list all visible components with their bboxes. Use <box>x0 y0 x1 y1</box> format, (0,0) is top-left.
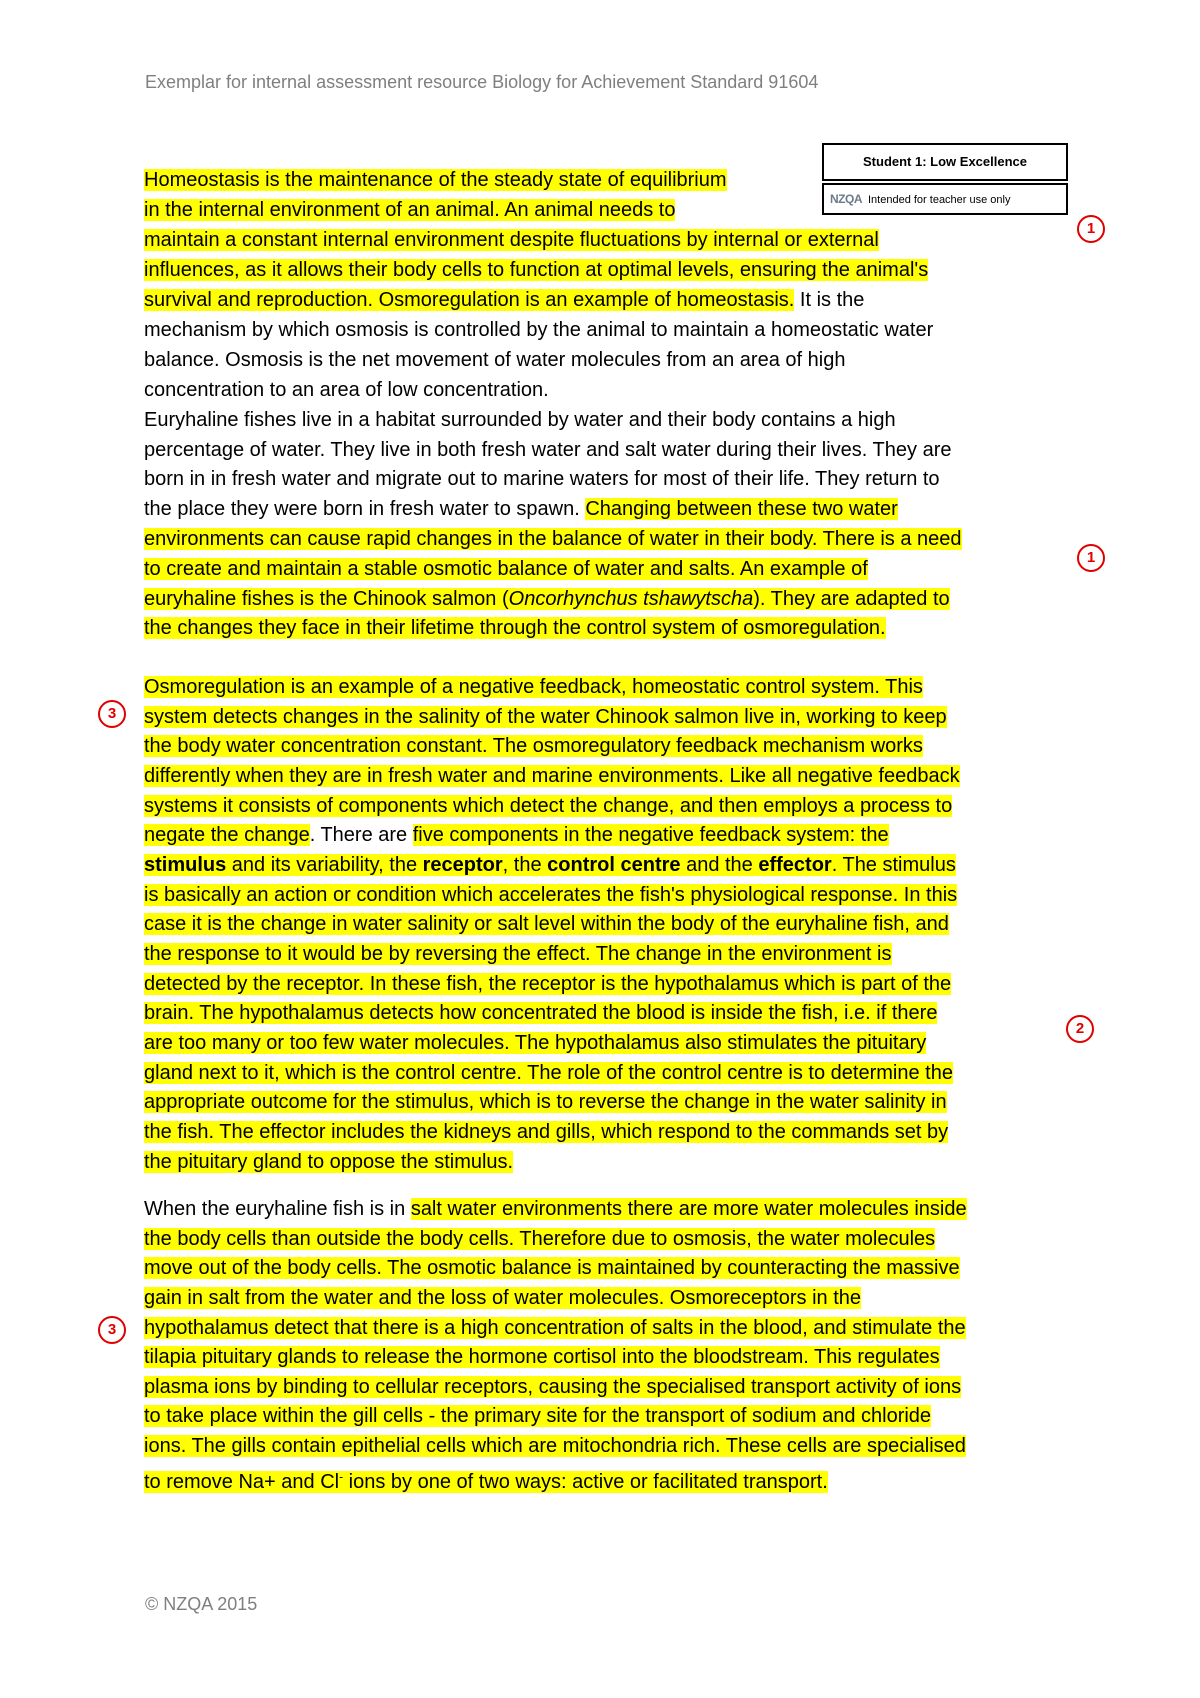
text-line: case it is the change in water salinity or salt level within the body of the euryhaline fish, and <box>144 913 949 935</box>
text-line: tilapia pituitary glands to release the hormone cortisol into the bloodstream. This regulates <box>144 1346 940 1368</box>
text-line: environments can cause rapid changes in the balance of water in their body. There is a need <box>144 528 962 550</box>
text-line: in the internal environment of an animal. An animal needs to <box>144 199 676 221</box>
text-line: the body water concentration constant. The osmoregulatory feedback mechanism works <box>144 735 923 757</box>
student-grade-label: Student 1: Low Excellence <box>822 143 1068 181</box>
text-line: euryhaline fishes is the Chinook salmon (Oncorhynchus tshawytscha). They are adapted to <box>144 588 950 610</box>
annotation-marker-3b: 3 <box>98 1316 126 1344</box>
text-line: gland next to it, which is the control centre. The role of the control centre is to determine the <box>144 1062 953 1084</box>
text-line: negate the change. There are five components in the negative feedback system: the <box>144 824 889 846</box>
text-line: concentration to an area of low concentration. <box>144 379 549 401</box>
text-line: ions. The gills contain epithelial cells which are mitochondria rich. These cells are specialised <box>144 1435 966 1457</box>
text-line: influences, as it allows their body cells to function at optimal levels, ensuring the animal's <box>144 259 929 281</box>
text-line: Osmoregulation is an example of a negative feedback, homeostatic control system. This <box>144 676 923 698</box>
text-line: the place they were born in fresh water to spawn. Changing between these two water <box>144 498 898 520</box>
text-line: the fish. The effector includes the kidneys and gills, which respond to the commands set by <box>144 1121 949 1143</box>
text-line: detected by the receptor. In these fish, the receptor is the hypothalamus which is part of the <box>144 973 952 995</box>
text-line: hypothalamus detect that there is a high concentration of salts in the blood, and stimulate the <box>144 1317 966 1339</box>
nzqa-logo: NZQA <box>830 192 862 206</box>
text-line: the pituitary gland to oppose the stimulus. <box>144 1151 514 1173</box>
text-line: systems it consists of components which detect the change, and then employs a process to <box>144 795 953 817</box>
annotation-marker-2: 2 <box>1066 1015 1094 1043</box>
text-line: system detects changes in the salinity of the water Chinook salmon live in, working to keep <box>144 706 947 728</box>
text-line: move out of the body cells. The osmotic balance is maintained by counteracting the massive <box>144 1257 960 1279</box>
page-footer: © NZQA 2015 <box>145 1594 258 1614</box>
text-line: differently when they are in fresh water and marine environments. Like all negative feedback <box>144 765 960 787</box>
text-line: born in in fresh water and migrate out to marine waters for most of their life. They return to <box>144 468 940 490</box>
text-line: to take place within the gill cells - the primary site for the transport of sodium and chloride <box>144 1405 932 1427</box>
text-line: the body cells than outside the body cells. Therefore due to osmosis, the water molecules <box>144 1228 936 1250</box>
text-line: Euryhaline fishes live in a habitat surrounded by water and their body contains a high <box>144 409 896 431</box>
text-line: appropriate outcome for the stimulus, which is to reverse the change in the water salinity in <box>144 1091 947 1113</box>
text-line: to remove Na+ and Cl- ions by one of two ways: active or facilitated transport. <box>144 1469 828 1493</box>
annotation-marker-1b: 1 <box>1077 544 1105 572</box>
text-line: When the euryhaline fish is in salt water environments there are more water molecules inside <box>144 1198 967 1220</box>
text-line: stimulus and its variability, the receptor, the control centre and the effector. The stimulus <box>144 854 956 876</box>
text-line: brain. The hypothalamus detects how concentrated the blood is inside the fish, i.e. if there <box>144 1002 938 1024</box>
annotation-marker-1: 1 <box>1077 215 1105 243</box>
text-line: balance. Osmosis is the net movement of water molecules from an area of high <box>144 349 846 371</box>
text-line: gain in salt from the water and the loss of water molecules. Osmoreceptors in the <box>144 1287 862 1309</box>
text-line: survival and reproduction. Osmoregulation is an example of homeostasis. It is the <box>144 289 865 311</box>
text-line: mechanism by which osmosis is controlled by the animal to maintain a homeostatic water <box>144 319 934 341</box>
text-line: maintain a constant internal environment despite fluctuations by internal or external <box>144 229 879 251</box>
text-line: is basically an action or condition which accelerates the fish's physiological response. In this <box>144 884 958 906</box>
text-line: the changes they face in their lifetime through the control system of osmoregulation. <box>144 617 886 639</box>
teacher-use-text: Intended for teacher use only <box>868 194 1011 206</box>
annotation-marker-3: 3 <box>98 700 126 728</box>
page-header: Exemplar for internal assessment resource Biology for Achievement Standard 91604 <box>145 72 819 92</box>
text-line: Homeostasis is the maintenance of the steady state of equilibrium <box>144 169 727 191</box>
text-line: the response to it would be by reversing the effect. The change in the environment is <box>144 943 892 965</box>
text-line: to create and maintain a stable osmotic balance of water and salts. An example of <box>144 558 868 580</box>
text-line: plasma ions by binding to cellular receptors, causing the specialised transport activity of ions <box>144 1376 962 1398</box>
text-line: are too many or too few water molecules. The hypothalamus also stimulates the pituitary <box>144 1032 927 1054</box>
text-line: percentage of water. They live in both fresh water and salt water during their lives. They are <box>144 439 952 461</box>
teacher-use-label <box>822 183 1068 215</box>
